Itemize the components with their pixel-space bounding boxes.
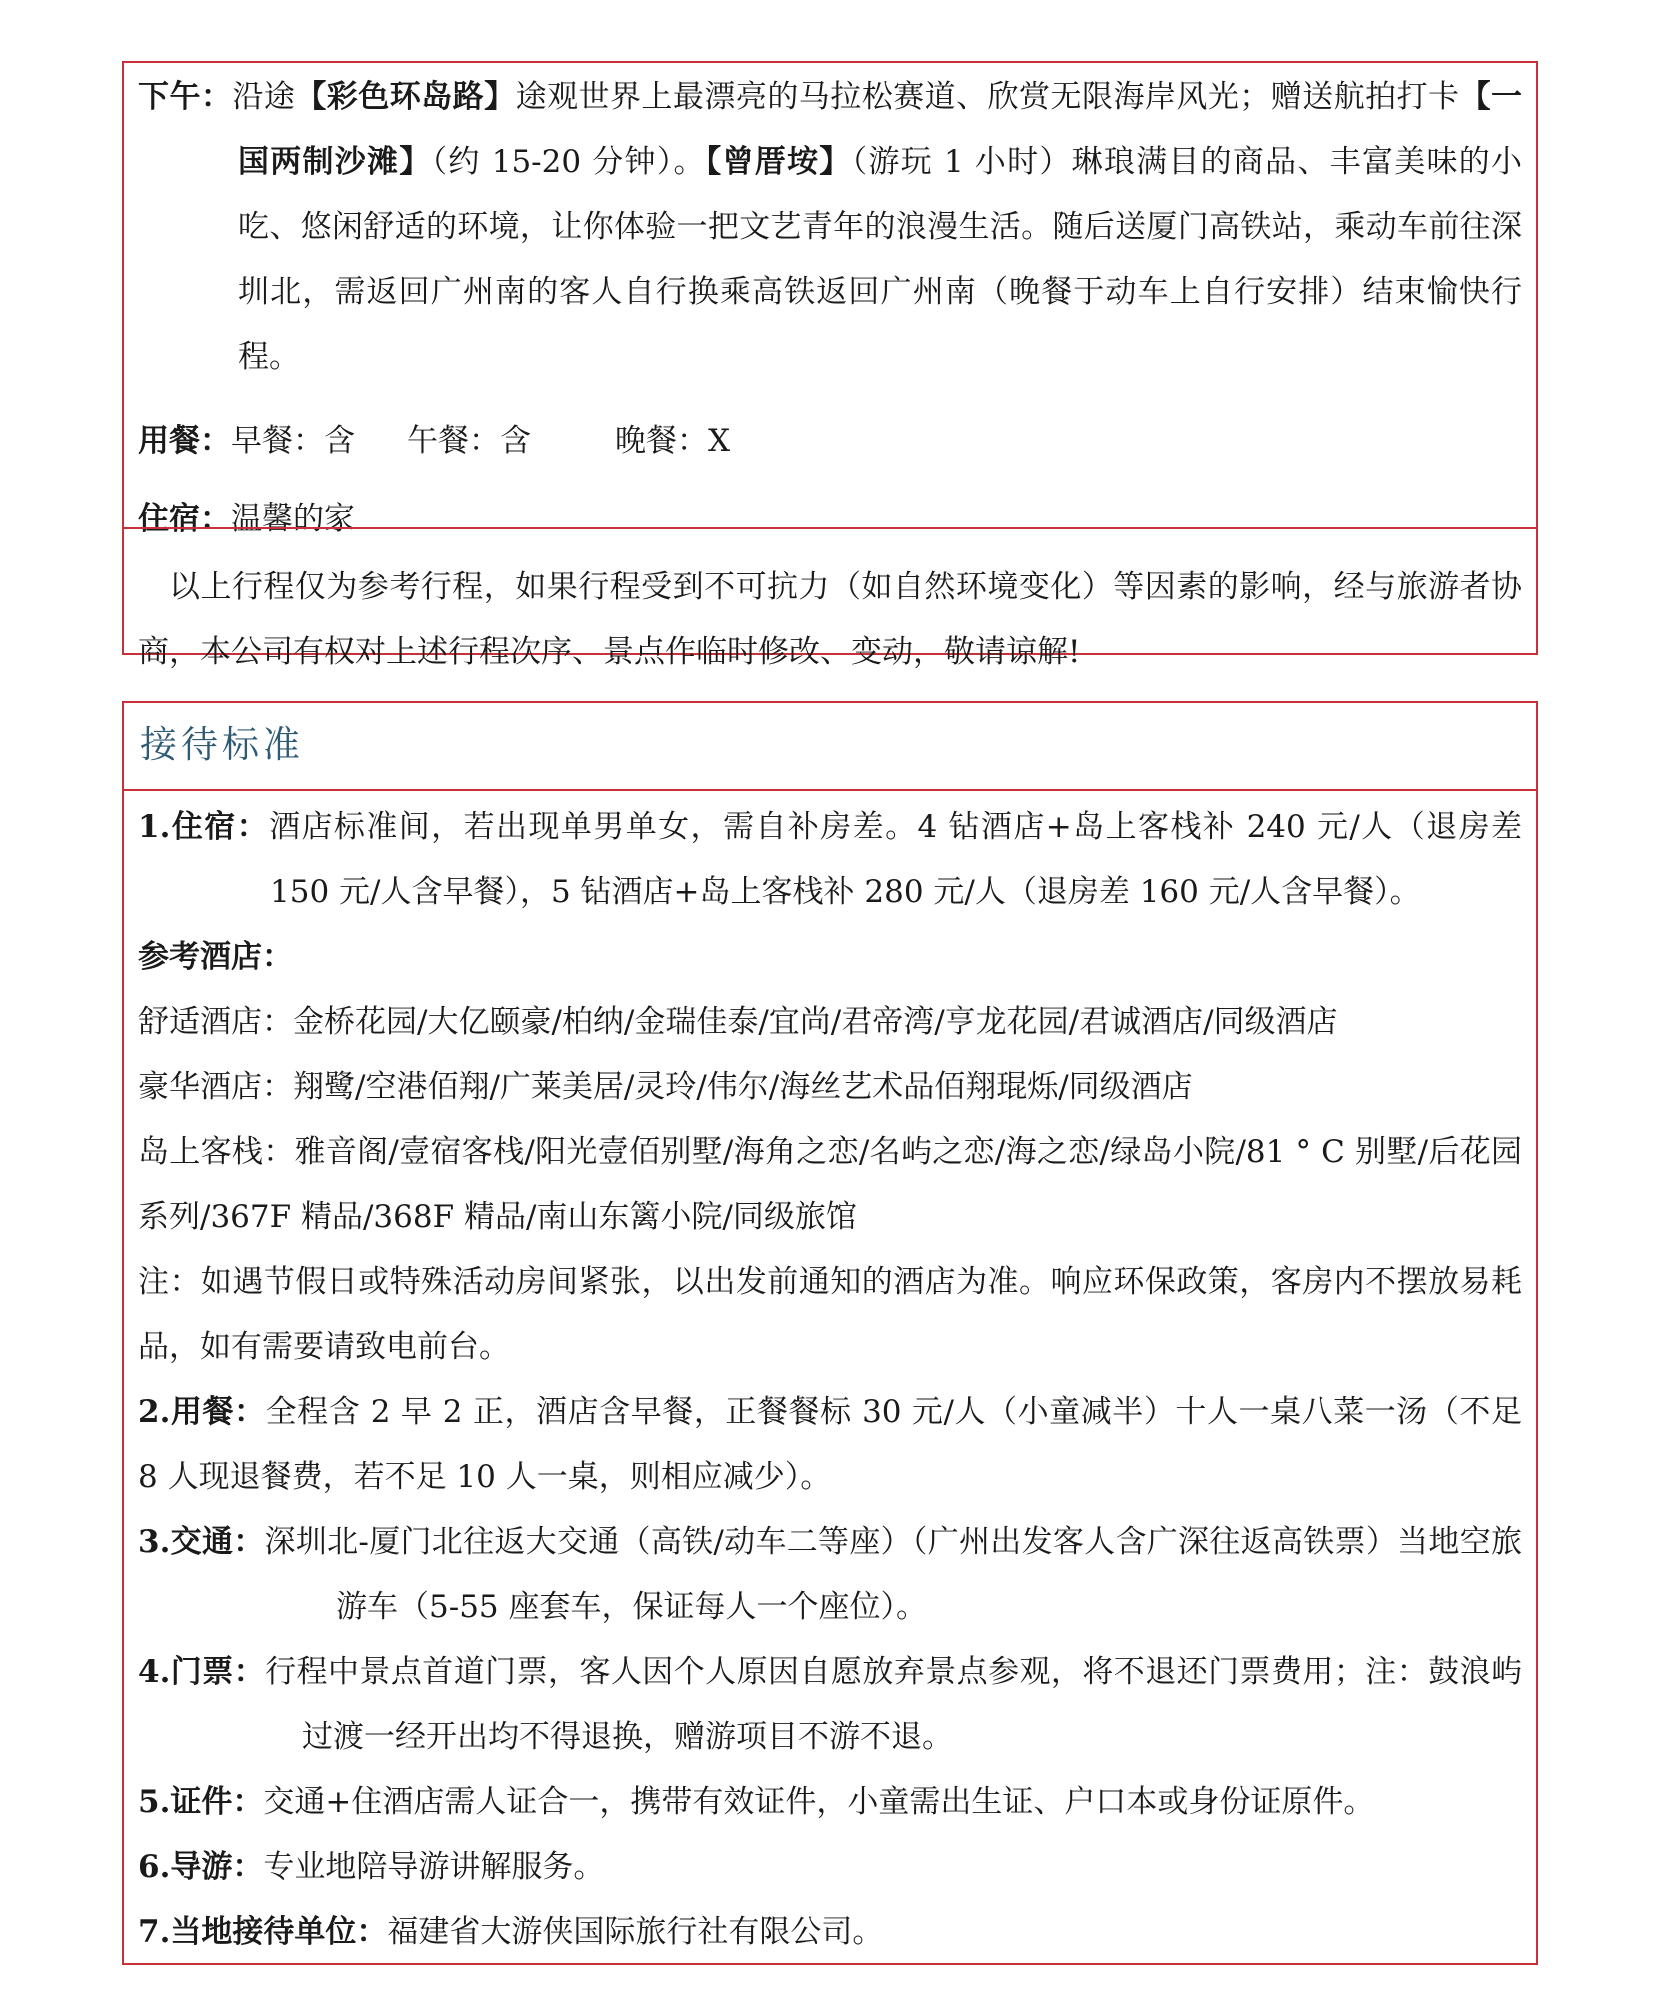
afternoon-text-3: （约 15-20 分钟）。 bbox=[431, 144, 706, 180]
transport-item bbox=[138, 1510, 1522, 1640]
agency-item-text: 福建省大游侠国际旅行社有限公司。 bbox=[387, 1914, 884, 1950]
agency-item bbox=[138, 1900, 1522, 1965]
section-title: 接待标准 bbox=[140, 723, 304, 766]
highlight-beach: 【一国两制沙滩】 bbox=[238, 79, 1523, 180]
itinerary-box bbox=[122, 61, 1538, 670]
id-item-label: 5.证件： bbox=[138, 1784, 264, 1820]
highlight-ring-road: 【彩色环岛路】 bbox=[295, 79, 516, 115]
id-item bbox=[138, 1770, 1522, 1835]
transport-item-label: 3.交通： bbox=[138, 1524, 265, 1560]
island-inns: 岛上客栈：雅音阁/壹宿客栈/阳光壹佰别墅/海角之恋/名屿之恋/海之恋/绿岛小院/81 ° C 别墅/后花园系列/367F 精品/368F 精品/南山东篱小院/同级旅馆 bbox=[138, 1134, 1522, 1235]
id-item-text: 交通+住酒店需人证合一，携带有效证件，小童需出生证、户口本或身份证原件。 bbox=[263, 1784, 1375, 1820]
dinner-info: 晚餐：X bbox=[615, 423, 731, 459]
lodging-label: 住宿： bbox=[138, 501, 231, 537]
lodging-item-label: 1.住宿： bbox=[138, 809, 270, 845]
breakfast-info: 早餐：含 bbox=[231, 423, 355, 459]
afternoon-text-4: （游玩 1 小时）琳琅满目的商品、丰富美味的小吃、悠闲舒适的环境，让你体验一把文艺青年的浪漫生活。随后送厦门高铁站，乘动车前往深圳北，需返回广州南的客人自行换乘高铁返回广州南（晚餐于动车上自行安排）结束愉快行程。 bbox=[238, 144, 1522, 375]
tickets-item-text: 行程中景点首道门票，客人因个人原因自愿放弃景点参观，将不退还门票费用；注：鼓浪屿过渡一经开出均不得退换，赠游项目不游不退。 bbox=[265, 1654, 1522, 1755]
agency-item-label: 7.当地接待单位： bbox=[138, 1914, 388, 1950]
luxury-hotels: 豪华酒店：翔鹭/空港佰翔/广莱美居/灵玲/伟尔/海丝艺术品佰翔琨烁/同级酒店 bbox=[138, 1069, 1193, 1105]
meals-item bbox=[138, 1380, 1522, 1510]
ref-hotels-label bbox=[138, 925, 1522, 990]
ref-hotels-label-text: 参考酒店： bbox=[138, 939, 293, 975]
guide-item-text: 专业地陪导游讲解服务。 bbox=[263, 1849, 605, 1885]
guide-item bbox=[138, 1835, 1522, 1900]
transport-item-text: 深圳北-厦门北往返大交通（高铁/动车二等座）（广州出发客人含广深往返高铁票）当地空旅游车（5-55 座套车，保证每人一个座位）。 bbox=[264, 1524, 1522, 1625]
meals-label: 用餐： bbox=[138, 423, 231, 459]
afternoon-text-1: 沿途 bbox=[232, 79, 296, 115]
disclaimer: 以上行程仅为参考行程，如果行程受到不可抗力（如自然环境变化）等因素的影响，经与旅游者协商，本公司有权对上述行程次序、景点作临时修改、变动，敬请谅解! bbox=[138, 569, 1522, 670]
meals-item-text: 全程含 2 早 2 正，酒店含早餐，正餐餐标 30 元/人（小童减半）十人一桌八菜一汤（不足 8 人现退餐费，若不足 10 人一桌，则相应减少）。 bbox=[138, 1394, 1522, 1495]
afternoon-text-2: 途观世界上最漂亮的马拉松赛道、欣赏无限海岸风光；赠送航拍打卡 bbox=[515, 79, 1460, 115]
divider bbox=[124, 527, 1536, 529]
afternoon-paragraph bbox=[138, 65, 1522, 390]
highlight-zengcuoan: 【曾厝垵】 bbox=[705, 144, 852, 180]
hotel-note: 注：如遇节假日或特殊活动房间紧张，以出发前通知的酒店为准。响应环保政策，客房内不摆放易耗品，如有需要请致电前台。 bbox=[138, 1264, 1522, 1365]
afternoon-label: 下午： bbox=[138, 79, 233, 115]
guide-item-label: 6.导游： bbox=[138, 1849, 264, 1885]
title-divider bbox=[124, 789, 1536, 791]
lodging-item bbox=[138, 795, 1522, 925]
meals-row bbox=[138, 409, 1522, 474]
lodging-row bbox=[138, 487, 1522, 552]
standards-box bbox=[122, 701, 1538, 1965]
lodging-value: 温馨的家 bbox=[231, 501, 355, 537]
tickets-item bbox=[138, 1640, 1522, 1770]
lodging-item-text: 酒店标准间，若出现单男单女，需自补房差。4 钻酒店+岛上客栈补 240 元/人（退房差 150 元/人含早餐），5 钻酒店+岛上客栈补 280 元/人（退房差 160 元/人含早餐）。 bbox=[269, 809, 1522, 910]
meals-item-label: 2.用餐： bbox=[138, 1394, 266, 1430]
lunch-info: 午餐：含 bbox=[407, 423, 531, 459]
comfort-hotels: 舒适酒店：金桥花园/大亿颐豪/柏纳/金瑞佳泰/宜尚/君帝湾/亨龙花园/君诚酒店/同级酒店 bbox=[138, 1004, 1338, 1040]
tickets-item-label: 4.门票： bbox=[138, 1654, 266, 1690]
